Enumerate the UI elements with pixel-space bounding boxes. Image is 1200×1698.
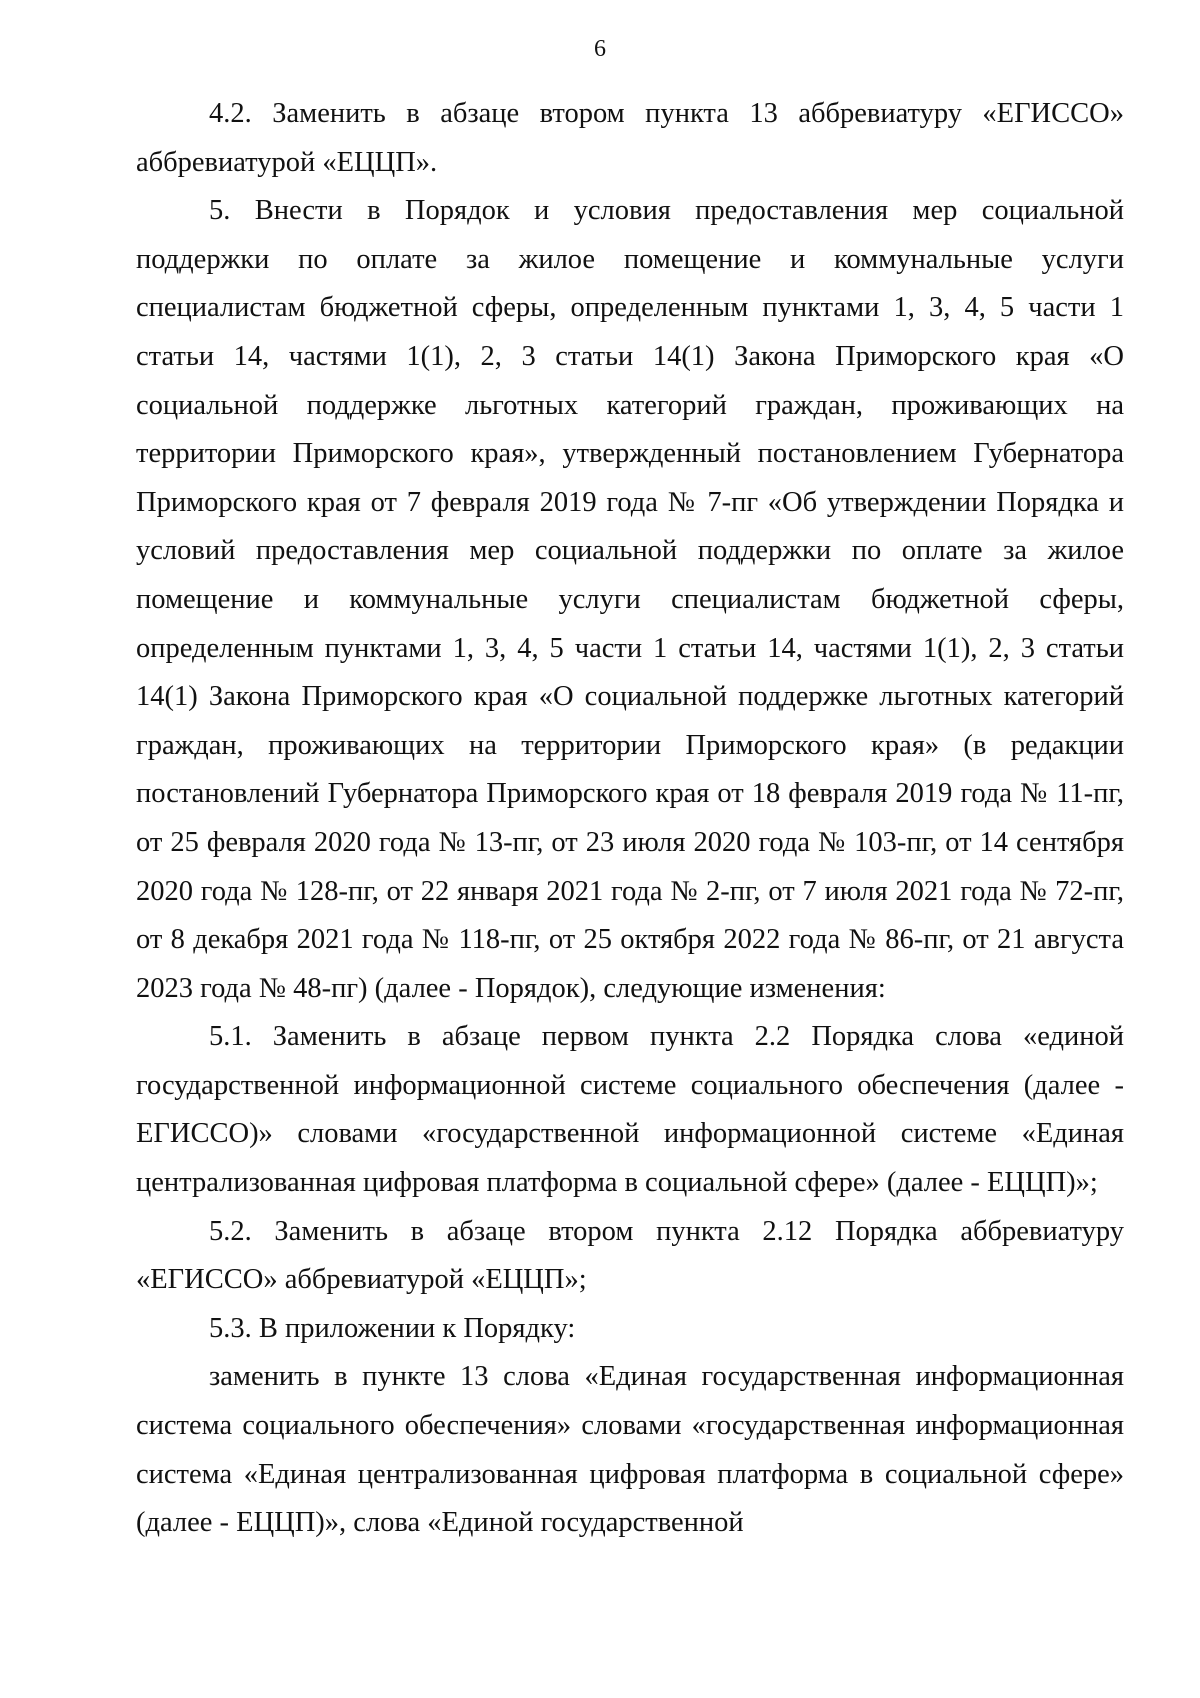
paragraph-5-3: 5.3. В приложении к Порядку: xyxy=(209,1312,576,1344)
paragraph-5-1: 5.1. Заменить в абзаце первом пункта 2.2 Порядка слова «единой государственной информационной системе социального обеспечения (далее - ЕГИССО)» словами «государственной информационной системе «Единая централизованная цифровая платформа в социальной сфере» (далее - ЕЦЦП)»; xyxy=(136,1021,1124,1199)
page-number: 6 xyxy=(594,36,606,62)
paragraph-5: 5. Внести в Порядок и условия предоставления мер социальной поддержки по оплате за жилое помещение и коммунальные услуги специалистам бюджетной сферы, определенным пунктами 1, 3, 4, 5 части 1 статьи 14, частями 1(1), 2, 3 статьи 14(1) Закона Приморского края «О социальной поддержке льготных категорий граждан, проживающих на территории Приморского края», утвержденный постановлением Губернатора Приморского края от 7 февраля 2019 года № 7-пг «Об утверждении Порядка и условий предоставления мер социальной поддержки по оплате за жилое помещение и коммунальные услуги специалистам бюджетной сферы, определенным пунктами 1, 3, 4, 5 части 1 статьи 14, частями 1(1), 2, 3 статьи 14(1) Закона Приморского края «О социальной поддержке льготных категорий граждан, проживающих на территории Приморского края» (в редакции постановлений Губернатора Приморского края от 18 февраля 2019 года № 11-пг, от 25 февраля 2020 года № 13-пг, от 23 июля 2020 года № 103-пг, от 14 сентября 2020 года № 128-пг, от 22 января 2021 года № 2-пг, от 7 июля 2021 года № 72-пг, от 8 декабря 2021 года № 118-пг, от 25 октября 2022 года № 86-пг, от 21 августа 2023 года № 48-пг) (далее - Порядок), следующие изменения: xyxy=(136,195,1124,1004)
paragraph-4-2: 4.2. Заменить в абзаце втором пункта 13 аббревиатуру «ЕГИССО» аббревиатурой «ЕЦЦП». xyxy=(136,98,1124,178)
document-body xyxy=(136,90,1124,1548)
paragraph-5-3-item: заменить в пункте 13 слова «Единая государственная информационная система социального обеспечения» словами «государственная информационная система «Единая централизованная цифровая платформа в социальной сфере» (далее - ЕЦЦП)», слова «Единой государственной xyxy=(136,1361,1124,1539)
paragraph-5-2: 5.2. Заменить в абзаце втором пункта 2.12 Порядка аббревиатуру «ЕГИССО» аббревиатурой «ЕЦЦП»; xyxy=(136,1215,1124,1296)
